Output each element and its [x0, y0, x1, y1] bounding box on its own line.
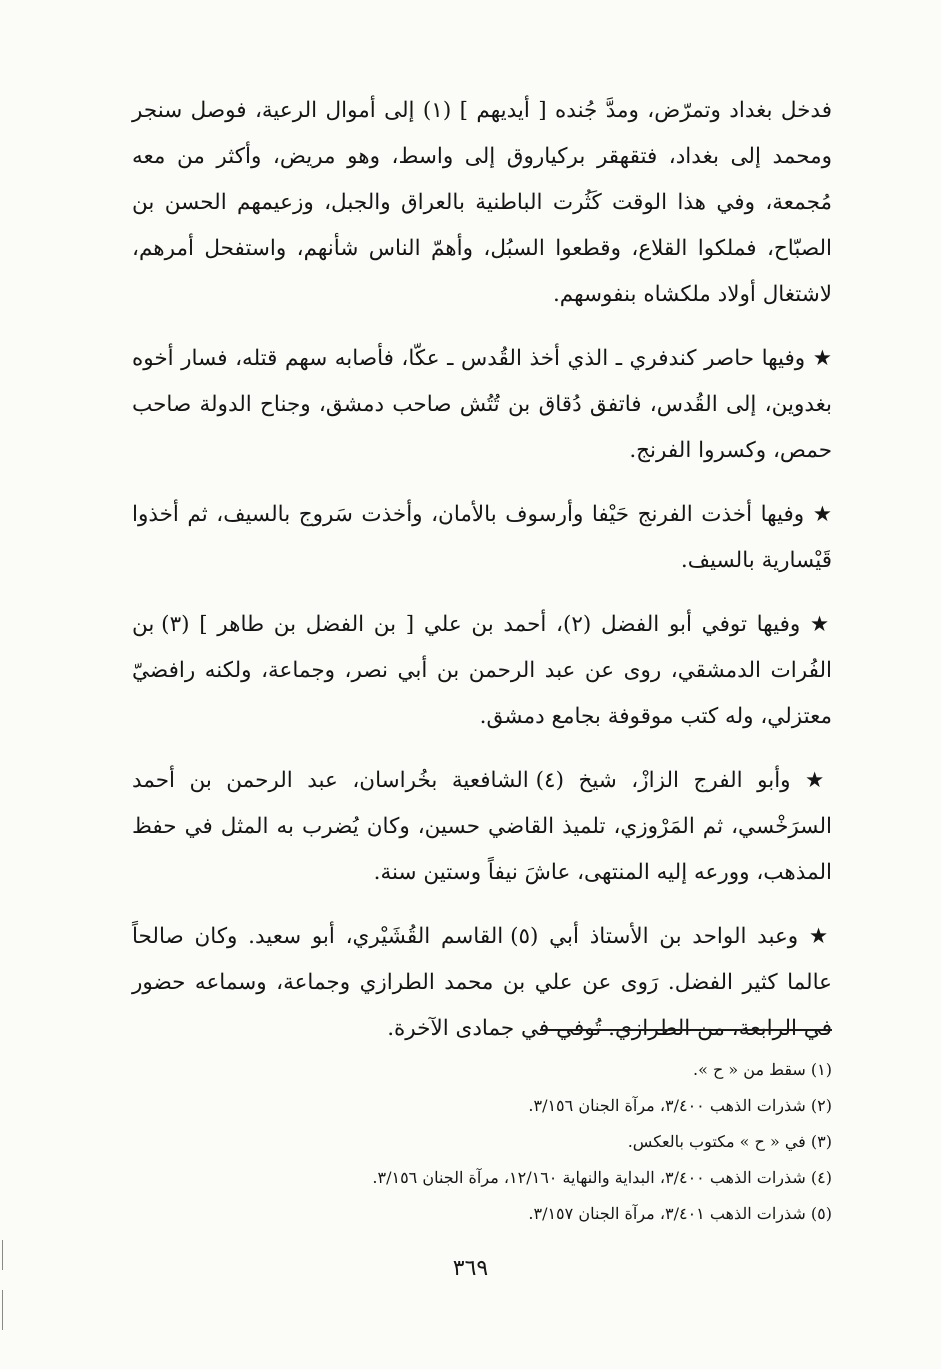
footnote-1: (١) سقط من « ح ».: [693, 1060, 832, 1079]
paragraph-6: ★ وعبد الواحد بن الأستاذ أبي (٥) القاسم القُشَيْري، أبو سعيد. وكان صالحاً عالما كثير الفضل. رَوى عن علي بن محمد الطرازي وجماعة، وسماعه حضور في الرابعة، من الطرازي. تُوفي في جمادى الآخرة.: [132, 924, 832, 1041]
footnotes: [132, 1052, 832, 1232]
paragraph-5: ★ وأبو الفرج الزازْ، شيخ (٤) الشافعية بخُراسان، عبد الرحمن بن أحمد السرَخْسي، ثم المَرْوزي، تلميذ القاضي حسين، وكان يُضرب به المثل في حفظ المذهب، وورعه إليه المنتهى، عاشَ نيفاً وستين سنة.: [132, 768, 832, 885]
footnote-divider: [540, 1029, 832, 1031]
main-text: [132, 88, 832, 1070]
footnote-5: (٥) شذرات الذهب ٣/٤٠١، مرآة الجنان ٣/١٥٧.: [528, 1204, 832, 1223]
footnote-3: (٣) في « ح » مكتوب بالعكس.: [627, 1132, 832, 1151]
paragraph-3: ★ وفيها أخذت الفرنج حَيْفا وأرسوف بالأمان، وأخذت سَروج بالسيف، ثم أخذوا قَيْسارية بالسيف.: [132, 502, 832, 573]
paragraph-1: فدخل بغداد وتمرّض، ومدَّ جُنده [ أيديهم ] (١) إلى أموال الرعية، فوصل سنجر ومحمد إلى بغداد، فتقهقر بركياروق إلى واسط، وهو مريض، وأكثر من معه مُجمعة، وفي هذا الوقت كَثُرت الباطنية بالعراق والجبل، وزعيمهم الحسن بن الصبّاح، فملكوا القلاع، وقطعوا السبُل، وأهمّ الناس شأنهم، واستفحل أمرهم، لاشتغال أولاد ملكشاه بنفوسهم.: [132, 98, 832, 307]
footnote-4: (٤) شذرات الذهب ٣/٤٠٠، البداية والنهاية ١٢/١٦٠، مرآة الجنان ٣/١٥٦.: [372, 1168, 832, 1187]
scan-edge-mark: [2, 1240, 3, 1270]
scan-edge-mark: [2, 1290, 3, 1330]
paragraph-2: ★ وفيها حاصر كندفري ـ الذي أخذ القُدس ـ عكّا، فأصابه سهم قتله، فسار أخوه بغدوين، إلى القُدس، فاتفق دُقاق بن تُتُش صاحب دمشق، وجناح الدولة صاحب حمص، وكسروا الفرنج.: [132, 346, 832, 463]
paragraph-4: ★ وفيها توفي أبو الفضل (٢)، أحمد بن علي [ بن الفضل بن طاهر ] (٣) بن الفُرات الدمشقي، روى عن عبد الرحمن بن أبي نصر، وجماعة، ولكنه رافضيّ معتزلي، وله كتب موقوفة بجامع دمشق.: [132, 612, 832, 729]
page-number: ٣٦٩: [452, 1256, 489, 1281]
footnote-2: (٢) شذرات الذهب ٣/٤٠٠، مرآة الجنان ٣/١٥٦.: [528, 1096, 832, 1115]
